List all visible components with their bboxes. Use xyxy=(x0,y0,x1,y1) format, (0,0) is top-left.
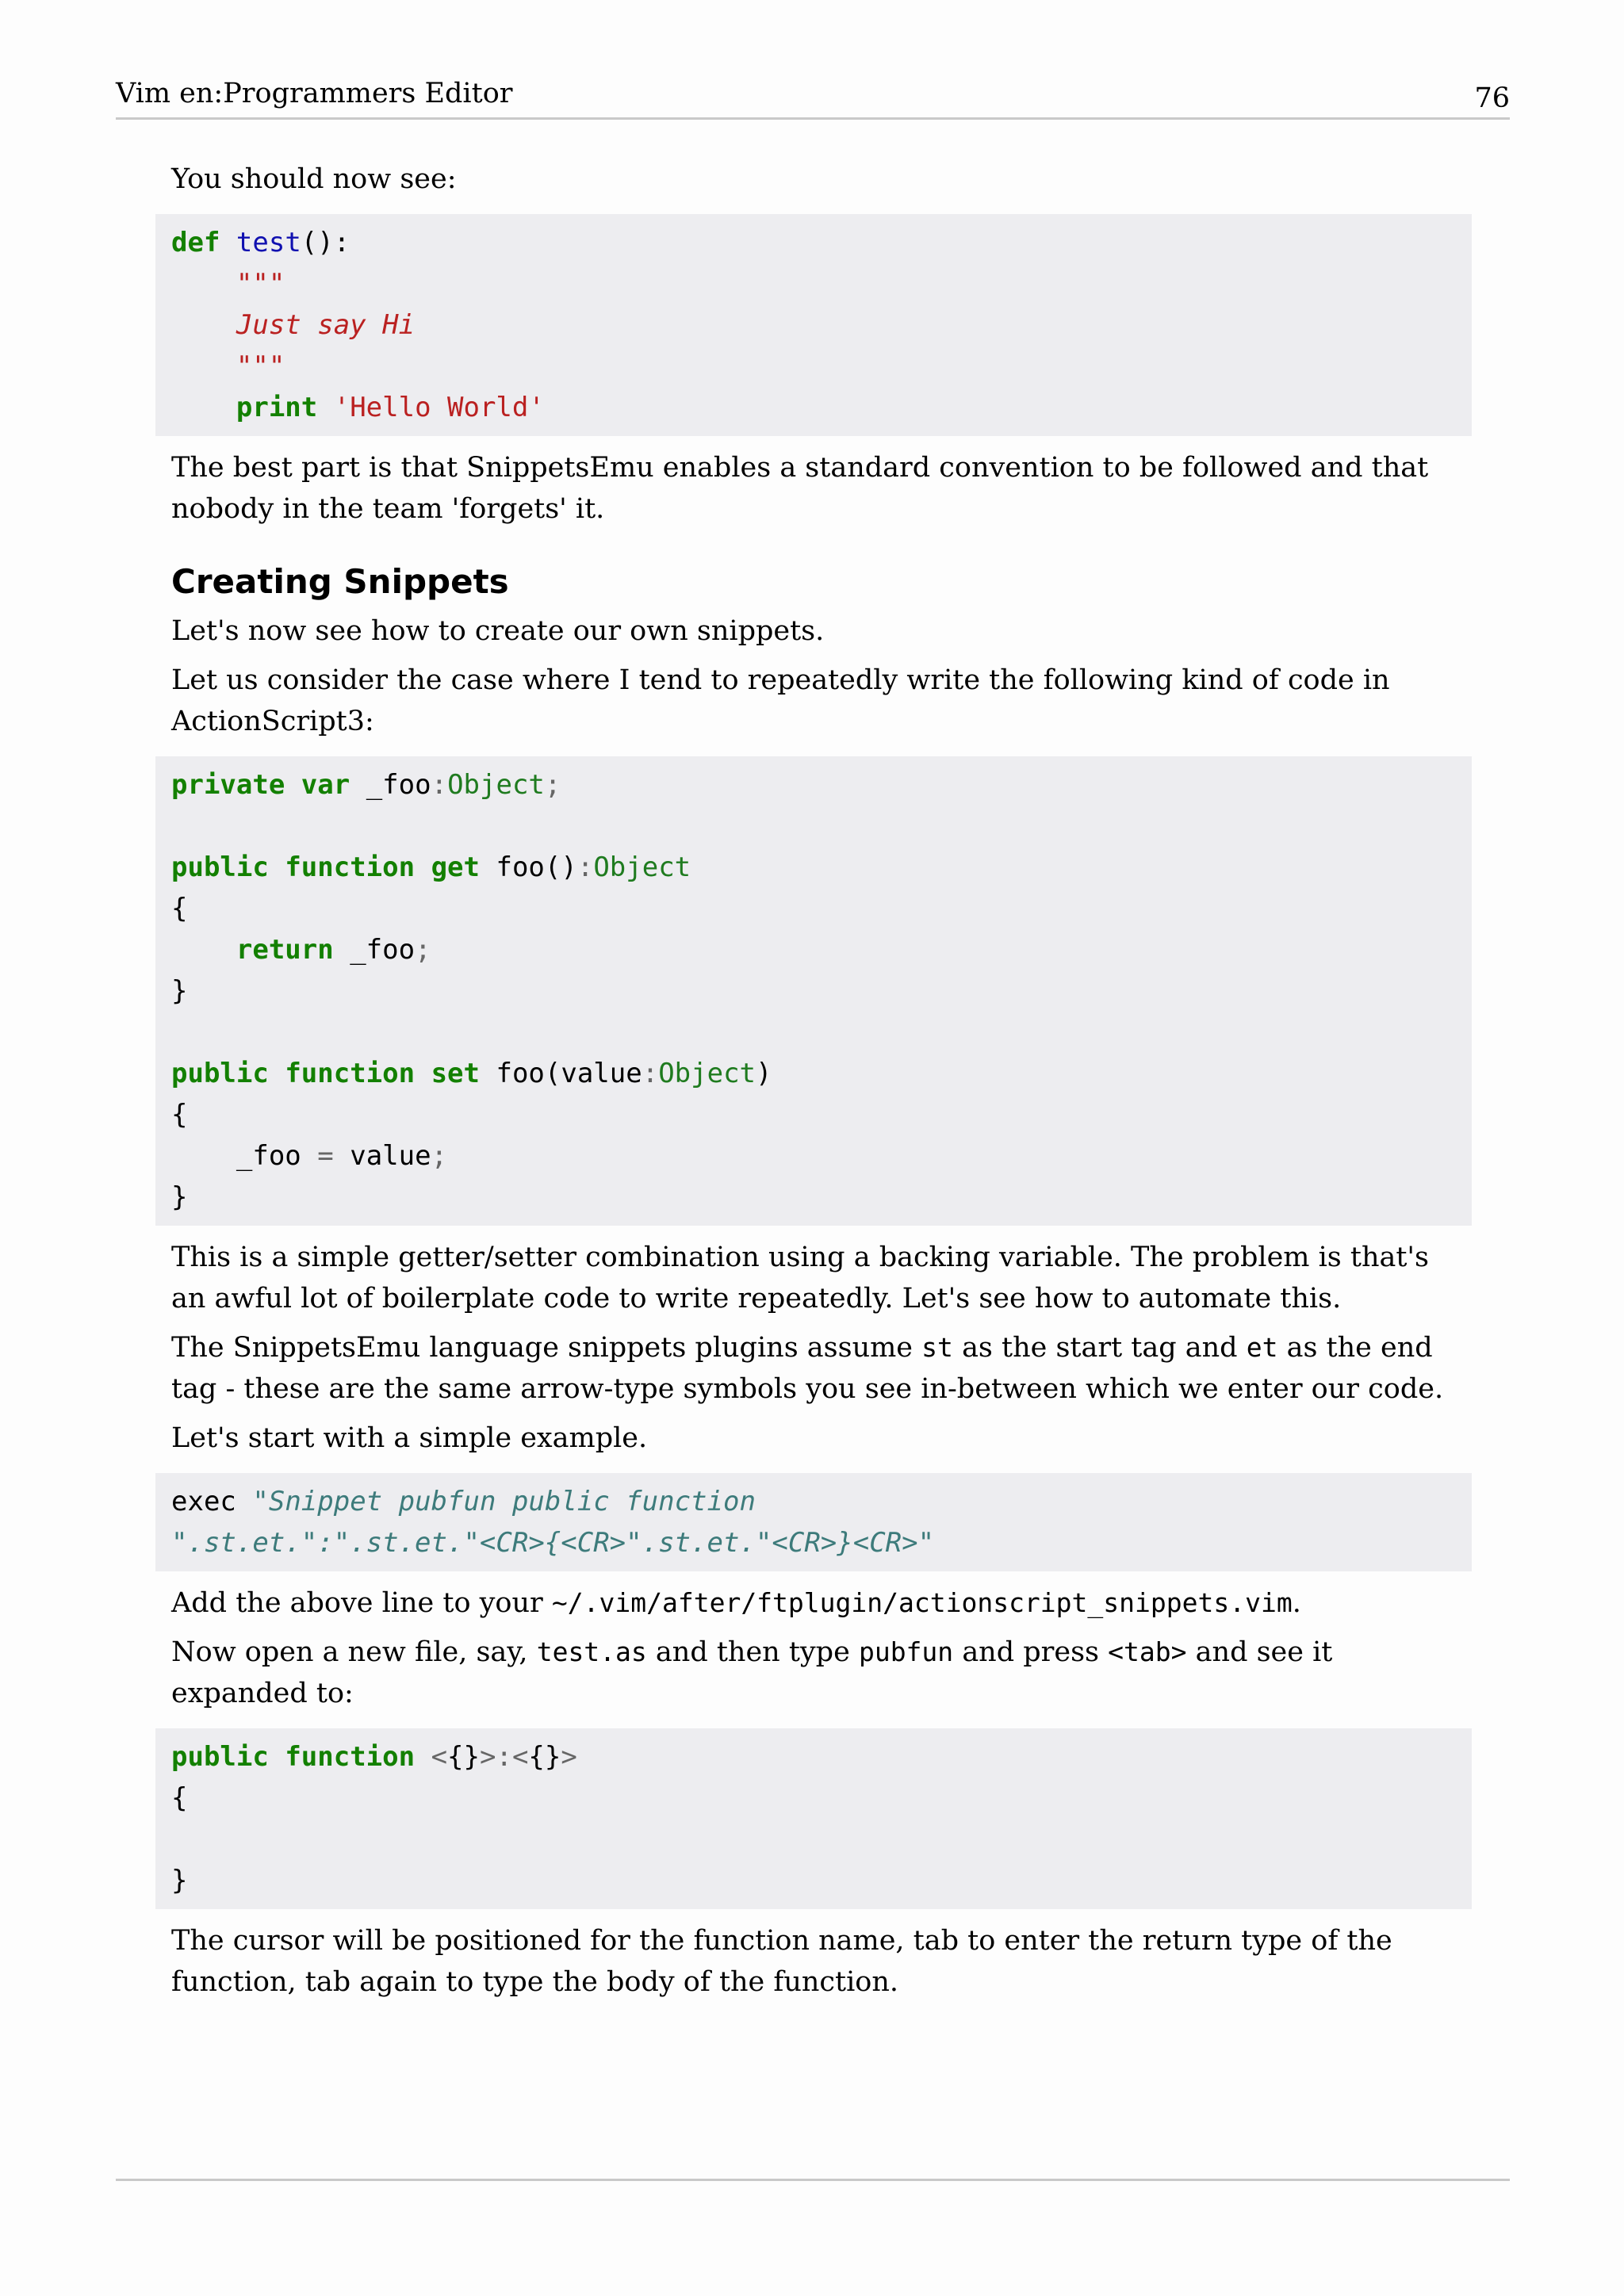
lets-now-paragraph: Let's now see how to create our own snippets. xyxy=(171,615,825,647)
code-line xyxy=(171,1053,1456,1094)
code-line xyxy=(171,1522,1456,1563)
text-span: The SnippetsEmu language snippets plugins assume xyxy=(171,1332,914,1364)
code-punct: ; xyxy=(415,934,431,966)
code-line xyxy=(171,806,1456,847)
code-placeholder: {} xyxy=(528,1741,561,1773)
page-content xyxy=(155,159,1472,2003)
code-identifier: value xyxy=(350,1140,431,1172)
consider-paragraph: Let us consider the case where I tend to repeatedly write the following kind of code in ActionScript3: xyxy=(171,664,1390,737)
code-docstring: Just say Hi xyxy=(236,309,416,341)
code-line xyxy=(171,1777,1456,1819)
text-span: and see it expanded to: xyxy=(171,1636,1333,1709)
code-text: (): xyxy=(301,227,350,258)
tags-paragraph xyxy=(155,1327,1472,1410)
code-line xyxy=(171,970,1456,1012)
inline-code: ~/.vim/after/ftplugin/actionscript_snippets.vim xyxy=(551,1587,1293,1618)
inline-code: <tab> xyxy=(1108,1636,1187,1667)
code-line xyxy=(171,888,1456,929)
code-brace: { xyxy=(171,1782,188,1814)
code-punct: ; xyxy=(544,769,561,801)
add-line-paragraph xyxy=(155,1582,1472,1624)
inline-code: st xyxy=(921,1332,953,1363)
intro-paragraph: You should now see: xyxy=(171,163,457,195)
code-keyword: set xyxy=(431,1058,480,1089)
code-brace: } xyxy=(171,1181,188,1213)
code-keyword: public xyxy=(171,851,269,883)
code-identifier: _foo xyxy=(366,769,431,801)
code-keyword: public xyxy=(171,1058,269,1089)
code-identifier: foo() xyxy=(496,851,577,883)
code-block-actionscript xyxy=(155,756,1472,1226)
text-span: . xyxy=(1292,1587,1301,1619)
code-line xyxy=(171,1135,1456,1177)
code-identifier: foo(value xyxy=(496,1058,642,1089)
code-punct: ) xyxy=(756,1058,772,1089)
code-function-name: test xyxy=(236,227,301,258)
text-span: and then type xyxy=(655,1636,850,1668)
section-heading: Creating Snippets xyxy=(171,562,509,601)
header-title: Vim en:Programmers Editor xyxy=(116,78,513,109)
code-type: Object xyxy=(593,851,691,883)
code-line xyxy=(171,847,1456,888)
code-line xyxy=(171,1860,1456,1901)
code-line xyxy=(171,1481,1456,1522)
code-keyword: private xyxy=(171,769,285,801)
code-line xyxy=(171,346,1456,387)
code-punct: ; xyxy=(431,1140,448,1172)
code-punct: >:< xyxy=(480,1741,529,1773)
code-type: Object xyxy=(447,769,545,801)
text-span: as the start tag and xyxy=(962,1332,1238,1364)
code-punct: < xyxy=(431,1741,448,1773)
code-line xyxy=(171,387,1456,428)
best-part-paragraph: The best part is that SnippetsEmu enables a standard convention to be followed and that nobody in the team 'forgets' it. xyxy=(171,452,1429,525)
inline-code: pubfun xyxy=(858,1636,954,1667)
code-string: "Snippet pubfun public function xyxy=(252,1486,756,1517)
code-punct: : xyxy=(576,851,594,883)
code-line xyxy=(171,1012,1456,1053)
code-line xyxy=(171,304,1456,346)
code-keyword: print xyxy=(236,392,318,423)
code-line xyxy=(171,263,1456,304)
code-docstring: """ xyxy=(236,350,285,382)
start-paragraph: Let's start with a simple example. xyxy=(171,1422,648,1454)
code-keyword: return xyxy=(236,934,334,966)
code-punct: : xyxy=(431,769,448,801)
getter-setter-paragraph: This is a simple getter/setter combination using a backing variable. The problem is that's an awful lot of boilerplate code to write repeatedly. Let's see how to automate this. xyxy=(171,1242,1430,1314)
inline-code: test.as xyxy=(536,1636,647,1667)
code-brace: { xyxy=(171,893,188,924)
code-line xyxy=(171,222,1456,263)
code-brace: { xyxy=(171,1099,188,1131)
code-line xyxy=(171,1819,1456,1860)
code-block-python xyxy=(155,214,1472,436)
code-type: Object xyxy=(658,1058,756,1089)
code-line xyxy=(171,1177,1456,1218)
code-keyword: public xyxy=(171,1741,269,1773)
page-header xyxy=(116,73,1510,120)
code-line xyxy=(171,764,1456,806)
code-keyword: get xyxy=(431,851,480,883)
code-block-expanded xyxy=(155,1728,1472,1909)
code-brace: } xyxy=(171,975,188,1007)
code-punct: > xyxy=(561,1741,577,1773)
inline-code: et xyxy=(1246,1332,1278,1363)
code-keyword: var xyxy=(301,769,350,801)
code-block-vimscript xyxy=(155,1473,1472,1571)
code-brace: } xyxy=(171,1865,188,1896)
code-string: 'Hello World' xyxy=(333,392,545,423)
page-number: 76 xyxy=(1474,82,1510,114)
text-span: Add the above line to your xyxy=(171,1587,543,1619)
code-line xyxy=(171,1736,1456,1777)
text-span: as the end tag - these are the same arrow-type symbols you see in-between which we enter our code. xyxy=(171,1332,1444,1405)
code-punct: : xyxy=(642,1058,659,1089)
open-file-paragraph xyxy=(155,1632,1472,1714)
code-line xyxy=(171,1094,1456,1135)
code-keyword: function xyxy=(285,1741,416,1773)
code-identifier: _foo xyxy=(350,934,416,966)
text-span: Now open a new file, say, xyxy=(171,1636,528,1668)
code-keyword: def xyxy=(171,227,220,258)
code-command: exec xyxy=(171,1486,236,1517)
code-operator: = xyxy=(317,1140,334,1172)
cursor-paragraph: The cursor will be positioned for the function name, tab to enter the return type of the function, tab again to type the body of the function. xyxy=(171,1925,1392,1998)
code-line xyxy=(171,929,1456,970)
code-docstring: """ xyxy=(236,268,285,300)
code-keyword: function xyxy=(285,851,416,883)
text-span: and press xyxy=(962,1636,1100,1668)
code-keyword: function xyxy=(285,1058,416,1089)
code-identifier: _foo xyxy=(236,1140,301,1172)
code-placeholder: {} xyxy=(447,1741,480,1773)
page-footer-rule xyxy=(116,2179,1510,2181)
code-string: ".st.et.":".st.et."<CR>{<CR>".st.et."<CR>}<CR>" xyxy=(171,1527,935,1559)
